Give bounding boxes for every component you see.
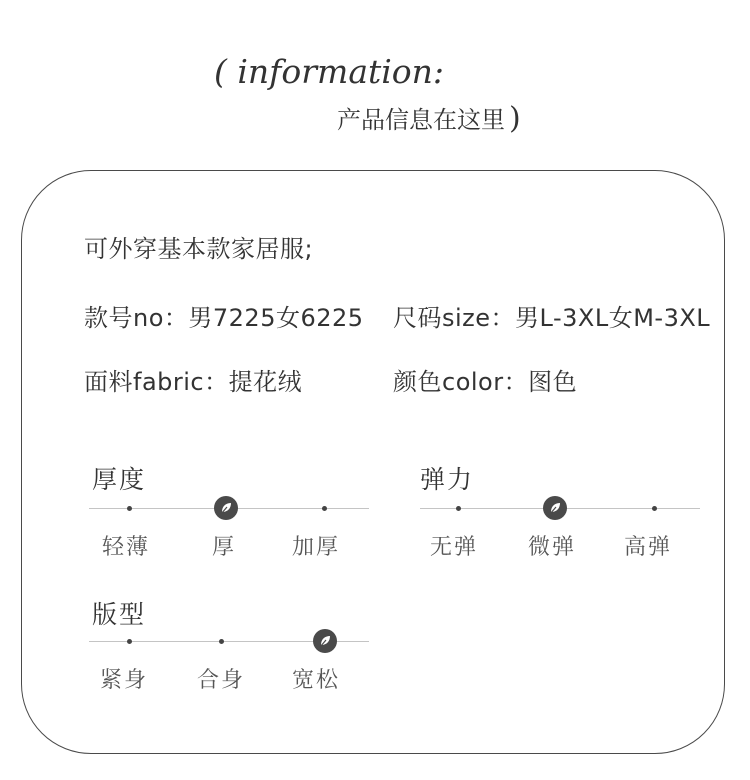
- header-title-english: ( information:: [214, 52, 445, 91]
- fit-dot-regular: [219, 639, 224, 644]
- fit-dot-tight: [127, 639, 132, 644]
- header-title-chinese: [337, 100, 521, 136]
- thickness-selected-leaf-icon: [214, 496, 238, 520]
- size-range: 尺码size：男L-3XL女M-3XL: [393, 304, 711, 332]
- elasticity-dot-none: [456, 506, 461, 511]
- color-info: 颜色color：图色: [393, 368, 578, 396]
- thickness-option-thick: 厚: [212, 535, 237, 560]
- header-title-chinese-text: 产品信息在这里: [337, 106, 505, 134]
- header-close-paren: ): [509, 101, 521, 136]
- style-number: 款号no：男7225女6225: [84, 304, 364, 332]
- elasticity-selected-leaf-icon: [543, 496, 567, 520]
- thickness-dot-light: [127, 506, 132, 511]
- fabric-info: 面料fabric：提花绒: [84, 368, 303, 396]
- elasticity-title: 弹力: [420, 465, 475, 494]
- thickness-title: 厚度: [92, 465, 147, 494]
- product-description: 可外穿基本款家居服;: [84, 235, 314, 263]
- fit-title: 版型: [92, 600, 147, 629]
- fit-option-regular: 合身: [197, 668, 246, 693]
- elasticity-option-none: 无弹: [430, 535, 479, 560]
- elasticity-option-slight: 微弹: [528, 535, 577, 560]
- fit-selected-leaf-icon: [313, 629, 337, 653]
- elasticity-dot-high: [652, 506, 657, 511]
- fit-option-loose: 宽松: [292, 668, 341, 693]
- elasticity-option-high: 高弹: [624, 535, 673, 560]
- fit-option-tight: 紧身: [100, 668, 149, 693]
- thickness-dot-extra: [322, 506, 327, 511]
- thickness-option-light: 轻薄: [102, 535, 151, 560]
- thickness-option-extra: 加厚: [292, 535, 341, 560]
